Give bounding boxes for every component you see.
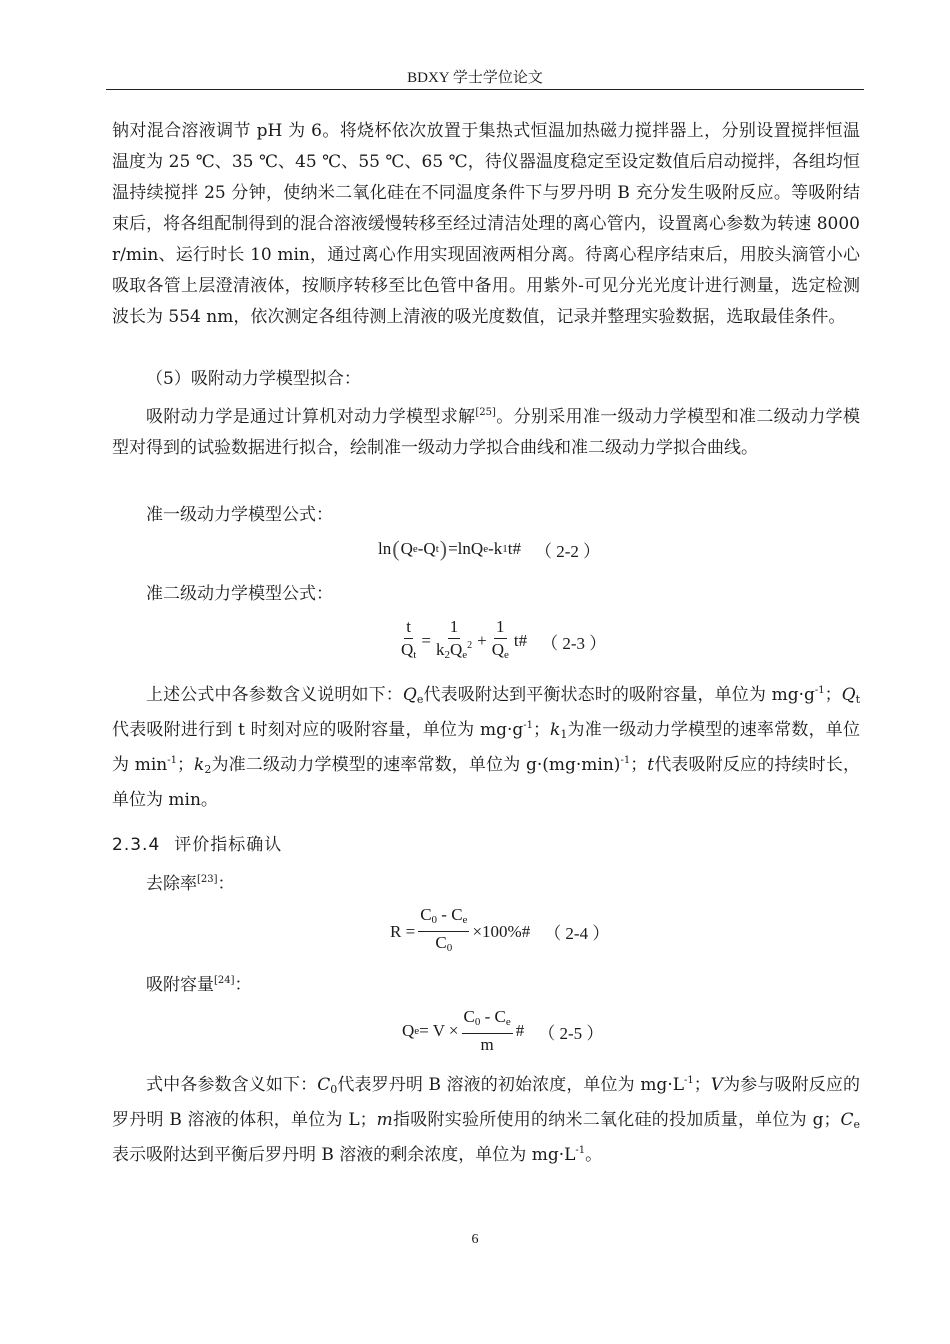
- paragraph-capacity-label: 吸附容量[24]：: [146, 975, 252, 995]
- equation-adsorption-capacity: Q e = V × $\frac{C_0 - C_e}{m}$ # （ 2-5 ）: [402, 1007, 604, 1054]
- paragraph-pfo-label: 准一级动力学模型公式：: [146, 505, 333, 525]
- paragraph-kinetics-heading: （5）吸附动力学模型拟合：: [146, 369, 361, 389]
- paragraph-removal-rate-label: 去除率[23]：: [146, 874, 235, 894]
- equation-removal-rate: R = $\frac{C_0 - C_e}{C_0}$ ×100% # （ 2-4 ）: [390, 905, 610, 954]
- section-heading: 2.3.4 评价指标确认: [112, 835, 283, 855]
- header-rule: [106, 89, 864, 90]
- equation-number: （ 2-5 ）: [538, 1023, 604, 1043]
- paragraph-pso-label: 准二级动力学模型公式：: [146, 584, 333, 604]
- equation-pseudo-first-order: ln ( Q e - Q t ) = ln Q e - k 1 t # （ 2-2 ）: [378, 536, 601, 561]
- citation: [23]: [197, 874, 218, 885]
- paragraph-parameter-definitions: 上述公式中各参数含义说明如下：$Q_e$代表吸附达到平衡状态时的吸附容量，单位为 $mg\cdot g^{-1}$；$Q_t$代表吸附进行到 t 时刻对应的吸附容量，单位为 $mg\cdot g^{-1}$；$k_1$为准一级动力学模型的速率常数，单位为 $\min^{-1}$；$k_2$为准二级动力学模型的速率常数，单位为 $g\cdot(mg\cdot\min)^{-1}$；t代表吸附反应的持续时长，单位为 min。: [112, 685, 861, 810]
- equation-number: （ 2-2 ）: [534, 541, 601, 561]
- citation: [25]: [475, 407, 496, 418]
- citation: [24]: [214, 975, 235, 986]
- paragraph-procedure: 钠对混合溶液调节 pH 为 6。将烧杯依次放置于集热式恒温加热磁力搅拌器上，分别设置搅拌恒温温度为 25 ℃、35 ℃、45 ℃、55 ℃、65 ℃，待仪器温度稳定至设定数值后启动搅拌，各组均恒温持续搅拌 25 分钟，使纳米二氧化硅在不同温度条件下与罗丹明 B 充分发生吸附反应。等吸附结束后，将各组配制得到的混合溶液缓慢转移至经过清洁处理的离心管内，设置离心参数为转速 8000 r/min、运行时长 10 min，通过离心作用实现固液两相分离。待离心程序结束后，用胶头滴管小心吸取各管上层澄清液体，按顺序转移至比色管中备用。用紫外-可见分光光度计进行测量，选定检测波长为 554 nm，依次测定各组待测上清液的吸光度数值，记录并整理实验数据，选取最佳条件。: [112, 121, 860, 327]
- equation-pseudo-second-order: $\frac{t}{Q_t}$ = $\frac{1}{k_2Q_e^2}$ + $\frac{1}{Q_e}$ t # （ 2-3 ）: [401, 617, 607, 661]
- paragraph-variable-definitions: 式中各参数含义如下：$C_0$代表罗丹明 B 溶液的初始浓度，单位为 $mg\cdot L^{-1}$；V为参与吸附反应的罗丹明 B 溶液的体积，单位为 L；m指吸附实验所使用的纳米二氧化硅的投加质量，单位为 g；$C_e$表示吸附达到平衡后罗丹明 B 溶液的剩余浓度，单位为 $mg\cdot L^{-1}$。: [112, 1075, 861, 1165]
- equation-number: （ 2-4 ）: [544, 924, 610, 943]
- page-number: 6: [471, 1232, 479, 1247]
- running-header: BDXY 学士学位论文: [407, 70, 543, 86]
- paragraph-kinetics-intro: 吸附动力学是通过计算机对动力学模型求解[25]。分别采用准一级动力学模型和准二级动力学模型对得到的试验数据进行拟合，绘制准一级动力学拟合曲线和准二级动力学拟合曲线。: [112, 407, 861, 458]
- equation-number: （ 2-3 ）: [541, 633, 607, 653]
